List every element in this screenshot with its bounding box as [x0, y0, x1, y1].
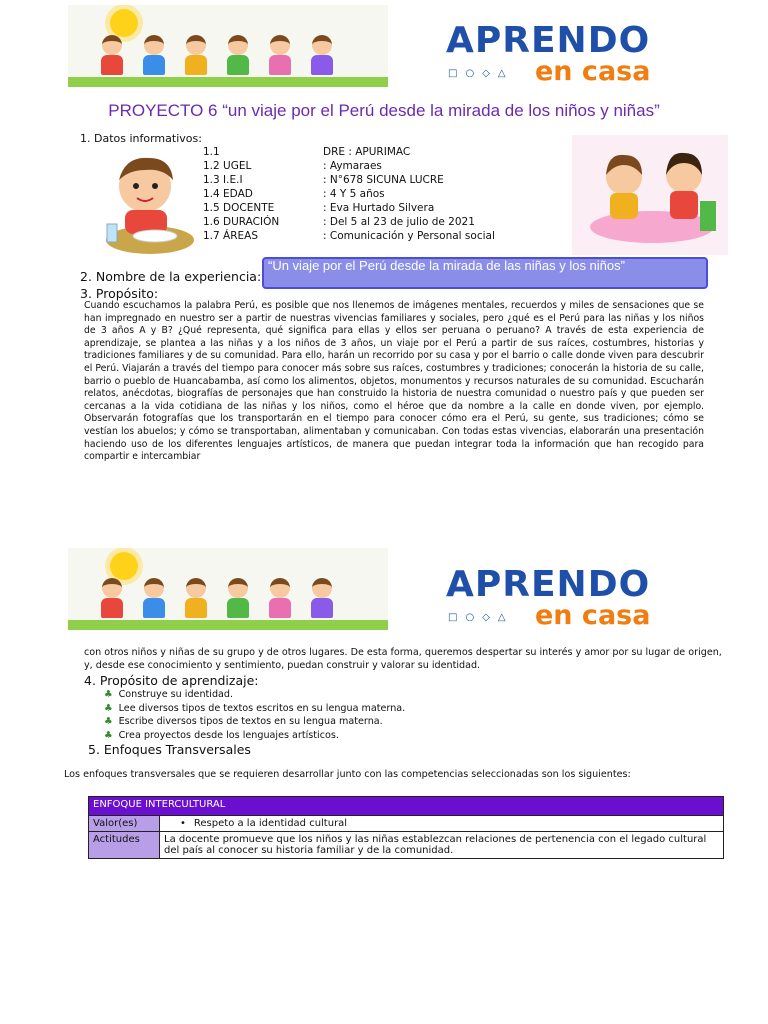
club-bullet-icon: ♣ [104, 689, 113, 700]
learning-purpose-list [104, 688, 405, 742]
list-item: ♣ Crea proyectos desde los lenguajes artísticos. [104, 729, 339, 741]
section-4-heading: 4. Propósito de aprendizaje: [84, 673, 259, 688]
kids-banner-image-2 [68, 548, 388, 630]
sun-icon [110, 9, 138, 37]
section-2-heading: 2. Nombre de la experiencia: [80, 269, 262, 284]
girls-at-table-image [572, 135, 728, 255]
list-item: ♣ Lee diversos tipos de textos escritos en su lengua materna. [104, 702, 406, 714]
valor-cell: • Respeto a la identidad cultural [160, 816, 724, 832]
club-bullet-icon: ♣ [104, 702, 113, 714]
purpose-continuation-2: y, desde ese conocimiento y sentimiento, puedan construir y valorar su identidad. [84, 660, 481, 671]
actitudes-cell: La docente promueve que los niños y las niñas establezcan relaciones de pertenencia con el legado cultural del país al conocer su historia familiar y de la comunidad. [160, 832, 724, 859]
page-title: PROYECTO 6 “un viaje por el Perú desde la mirada de los niños y niñas” [108, 101, 660, 120]
aprendo-en-casa-logo-2: APRENDO □○◇△ en casa [446, 564, 651, 631]
kids-banner-image [68, 5, 388, 87]
experience-name-box: “Un viaje por el Perú desde la mirada de las niñas y los niños” [262, 257, 708, 289]
enfoques-table [88, 796, 724, 859]
club-bullet-icon: ♣ [104, 729, 113, 741]
club-bullet-icon: ♣ [104, 716, 113, 727]
list-item: ♣ Escribe diversos tipos de textos en su lengua materna. [104, 716, 383, 727]
table-row [89, 832, 724, 859]
enfoques-intro: Los enfoques transversales que se requieren desarrollar junto con las competencias seleccionadas son los siguientes: [64, 769, 631, 780]
valor-label: Valor(es) [89, 816, 160, 832]
table-header: ENFOQUE INTERCULTURAL [89, 797, 724, 816]
bullet-icon: • [180, 818, 186, 829]
actitudes-label: Actitudes [89, 832, 160, 859]
section-3-heading: 3. Propósito: [80, 286, 159, 301]
section-1-heading: 1. Datos informativos: [80, 132, 202, 145]
list-item: ♣ Construye su identidad. [104, 689, 234, 700]
table-row [89, 816, 724, 832]
purpose-paragraph: Cuando escuchamos la palabra Perú, es posible que nos llenemos de imágenes mentales, recuerdos y miles de sensaciones que se han impregnado en nuestro ser a partir de nuestras vivencias familiares y sociales, pero ¿qué es el Perú para las niñas y los niños de 3 años A y B? ¿Qué representa, qué significa para ellas y ellos ser peruana o peruano? A través de esta experiencia de aprendizaje, se plantea a las niñas y a los niños de 3 años, un viaje por el Perú a partir de sus raíces, costumbres, historias y tradiciones familiares y de su comunidad. Para ello, harán un recorrido por su casa y por el barrio o calle donde viven para descubrir el Perú. Viajarán a través del tiempo para conocer más sobre sus raíces, costumbres y tradiciones; conocerán la historia de su calle, barrio o pueblo de Huancabamba, así como los alimentos, objetos, monumentos y recursos naturales de su comunidad. Escucharán relatos, anécdotas, biografías de personajes que han construido la historia de nuestra comunidad o nuestro país y que pueden ser cercanas a la vida cotidiana de las niñas y los niños, como el héroe que da nombre a la calle en donde viven, por ejemplo. Observarán fotografías que los transportarán en el tiempo para conocer cómo era el Perú, su gente, sus tradiciones; cómo se vestían los abuelos; y cómo se transportaban, alimentaban y comunicaban. Con todas estas vivencias, elaborarán una presentación haciendo uso de los diferentes lenguajes artísticos, de manera que puedan integrar toda la información que han recogido para compartir e intercambiar [84, 300, 704, 463]
section-5-heading: 5. Enfoques Transversales [88, 742, 251, 757]
purpose-continuation-1: con otros niños y niñas de su grupo y de otros lugares. De esta forma, queremos despertar su interés y amor por su lugar de origen, [84, 647, 722, 658]
boy-eating-image [105, 150, 195, 255]
aprendo-en-casa-logo: APRENDO □○◇△ en casa [446, 20, 651, 87]
sun-icon [110, 552, 138, 580]
